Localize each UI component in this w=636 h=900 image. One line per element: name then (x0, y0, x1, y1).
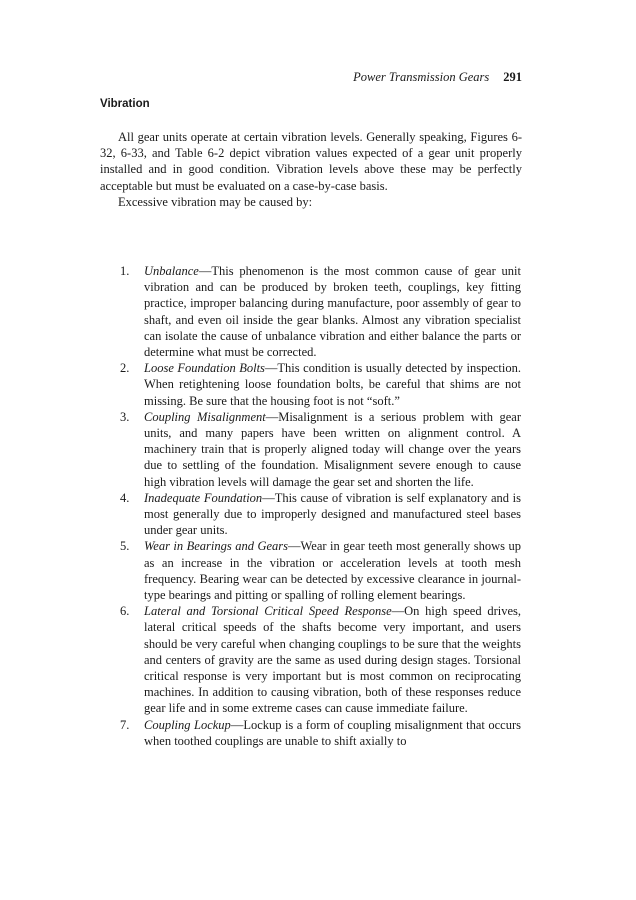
running-head (100, 70, 522, 85)
item-number: 5. (120, 539, 130, 554)
item-text: —On high speed drives, lateral critical speeds of the shafts become very important, and users should be very careful when changing couplings to be sure that the weights and centers of gravity are the same as used during design stages. Torsional critical response is very important but is most common on reciprocating machines. In addition to causing vibration, both of these responses reduce gear life and in some extreme cases can cause immediate failure. (144, 604, 521, 716)
item-term: Coupling Misalignment (144, 409, 266, 424)
causes-list (120, 263, 521, 749)
item-number: 2. (120, 361, 130, 376)
running-head-title: Power Transmission Gears (353, 70, 490, 84)
item-number: 3. (120, 409, 130, 424)
item-number: 7. (120, 717, 130, 732)
item-number: 1. (120, 264, 130, 278)
item-text: —This cause of vibration is self explanatory and is most generally due to improperly designed and manufactured steel bases under gear units. (144, 490, 521, 538)
item-number: 4. (120, 490, 130, 505)
item-number: 6. (120, 604, 130, 619)
item-term: Inadequate Foundation (144, 490, 263, 505)
list-item (120, 490, 521, 539)
page-number: 291 (503, 70, 522, 84)
list-item (120, 360, 521, 409)
item-term: Unbalance (144, 264, 199, 278)
list-item (120, 538, 521, 603)
list-item (120, 409, 521, 490)
item-term: Lateral and Torsional Critical Speed Response (144, 604, 392, 619)
section-heading: Vibration (100, 98, 150, 110)
item-term: Wear in Bearings and Gears (144, 539, 288, 554)
item-text: —This condition is usually detected by inspection. When retightening loose foundation bolts, be careful that shims are not missing. Be sure that the housing foot is not “soft.” (144, 361, 521, 408)
paragraph: All gear units operate at certain vibration levels. Generally speaking, Figures 6-32, 6-33, and Table 6-2 depict vibration values expected of a gear unit properly installed and in good condition. Vibration levels above these may be perfectly acceptable but must be evaluated on a case-by-case basis. (100, 130, 522, 193)
item-term: Loose Foundation Bolts (144, 361, 265, 376)
list-item (120, 717, 521, 749)
item-text: —Wear in gear teeth most generally shows up as an increase in the vibration or acceleration levels at tooth mesh frequency. Bearing wear can be detected by excessive clearance in journal-type bearings and pitting or spalling of rolling element bearings. (144, 539, 521, 603)
item-text: —Misalignment is a serious problem with gear units, and many papers have been written on alignment control. A machinery train that is properly aligned today will change over the years due to settling of the foundation. Misalignment severe enough to cause high vibration levels will damage the gear set and shorten the life. (144, 409, 521, 489)
list-item (120, 263, 521, 360)
item-text: —Lockup is a form of coupling misalignment that occurs when toothed couplings are unable to shift axially to (144, 717, 521, 748)
item-text: —This phenomenon is the most common cause of gear unit vibration and can be produced by broken teeth, couplings, key fitting practice, improper balancing during manufacture, poor assembly of gear to shaft, and even oil inside the gear blanks. Almost any vibration specialist can isolate the cause of unbalance vibration and either balance the parts or determine what must be corrected. (144, 264, 521, 360)
item-term: Coupling Lockup (144, 717, 231, 732)
paragraph: Excessive vibration may be caused by: (118, 194, 313, 209)
list-item (120, 603, 521, 716)
body-text (100, 129, 522, 210)
